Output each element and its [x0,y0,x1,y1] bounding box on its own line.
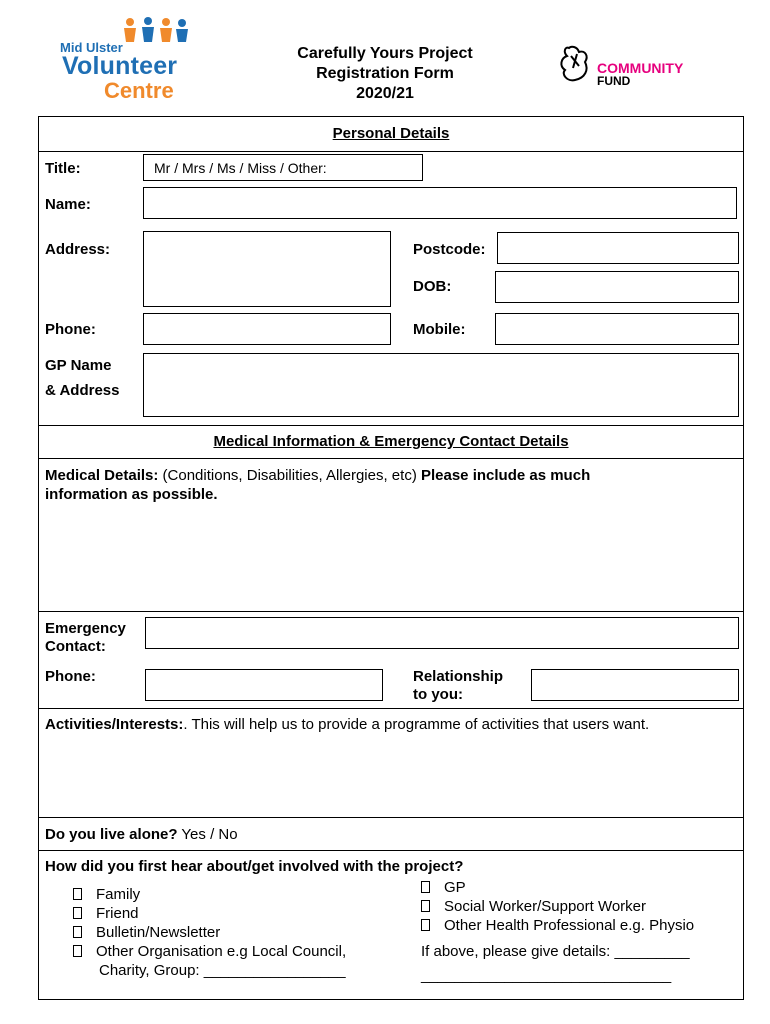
crossed-fingers-icon [555,44,595,88]
medical-details-line2: information as possible. [45,486,218,503]
relationship-label-2: to you: [413,686,463,703]
medical-heading: Medical Information & Emergency Contact Details [213,433,569,450]
hear-question: How did you first hear about/get involved with the project? [45,858,464,875]
emergency-phone-label: Phone: [45,668,96,685]
option-label: Social Worker/Support Worker [444,898,647,915]
emergency-contact-field[interactable] [145,617,739,649]
option-label: Other Organisation e.g Local Council, [96,943,347,960]
form-title-line2: Registration Form [316,65,454,82]
dob-field[interactable] [495,271,739,303]
medical-details-bold: Medical Details: [45,467,159,484]
live-alone-label: Do you live alone? [45,826,178,843]
divider [39,708,743,709]
logo-text-fund: FUND [597,74,631,88]
address-field[interactable] [143,231,391,307]
mobile-field[interactable] [495,313,739,345]
volunteer-centre-logo [60,16,190,103]
logo-text-volunteer: Volunteer [62,52,178,80]
checkbox-icon[interactable] [421,900,430,912]
option-label: Family [96,886,141,903]
checkbox-icon[interactable] [73,945,82,957]
option-other-organisation-cont[interactable]: Charity, Group: _________________ [99,962,346,979]
medical-details-instruction: Please include as much [420,467,591,484]
activities-text [45,716,649,733]
logo-text-centre: Centre [104,78,174,103]
medical-details-hint: (Conditions, Disabilities, Allergies, etc) [158,467,421,484]
community-fund-logo [555,44,715,88]
form-title-line1: Carefully Yours Project [297,45,473,62]
name-field[interactable] [143,187,737,219]
details-prompt[interactable]: If above, please give details: _________ [421,943,690,960]
checkbox-icon[interactable] [421,919,430,931]
mobile-label: Mobile: [413,321,466,338]
relationship-label-1: Relationship [413,668,504,685]
live-alone-options[interactable]: Yes / No [177,826,238,843]
postcode-label: Postcode: [413,241,486,258]
dob-label: DOB: [413,278,452,295]
option-label: Friend [96,905,139,922]
divider [39,425,743,426]
relationship-field[interactable] [531,669,739,701]
option-gp[interactable] [421,878,466,897]
people-logo-icon [120,16,190,46]
divider [39,458,743,459]
personal-details-heading: Personal Details [332,125,450,142]
postcode-field[interactable] [497,232,739,264]
logo-text-mid-ulster: Mid Ulster [60,40,123,55]
title-field[interactable] [143,154,423,181]
option-bulletin[interactable] [73,923,220,942]
option-label: Other Health Professional e.g. Physio [444,917,695,934]
gp-name-label: GP Name [45,357,112,374]
form-title-line3: 2020/21 [356,85,414,102]
emergency-label-1: Emergency [45,620,126,637]
gp-field[interactable] [143,353,739,417]
divider [39,850,743,851]
emergency-phone-field[interactable] [145,669,383,701]
emergency-label-2: Contact: [45,638,106,655]
medical-details-area[interactable] [45,509,737,609]
divider [39,151,743,152]
activities-description: . This will help us to provide a programme of activities that users want. [183,716,650,733]
form-title [250,44,520,104]
title-label: Title: [45,160,81,177]
checkbox-icon[interactable] [73,907,82,919]
address-label: Address: [45,241,111,258]
option-family[interactable] [73,885,140,904]
option-label: Bulletin/Newsletter [96,924,221,941]
details-line[interactable]: ______________________________ [421,967,672,984]
activities-label: Activities/Interests: [45,716,184,733]
logo-text-community: COMMUNITY [597,60,684,76]
live-alone-question [45,826,238,843]
option-other-organisation[interactable] [73,942,346,961]
checkbox-icon[interactable] [73,926,82,938]
phone-label: Phone: [45,321,96,338]
divider [39,817,743,818]
name-label: Name: [45,196,91,213]
checkbox-icon[interactable] [73,888,82,900]
title-options-text: Mr / Mrs / Ms / Miss / Other: [154,160,327,176]
option-label: GP [444,879,466,896]
divider [39,611,743,612]
registration-form [38,116,744,1000]
option-health-professional[interactable] [421,916,694,935]
gp-address-label: & Address [45,382,120,399]
activities-area[interactable] [45,739,737,813]
phone-field[interactable] [143,313,391,345]
medical-details-label [45,467,590,484]
option-social-worker[interactable] [421,897,646,916]
checkbox-icon[interactable] [421,881,430,893]
option-friend[interactable] [73,904,139,923]
